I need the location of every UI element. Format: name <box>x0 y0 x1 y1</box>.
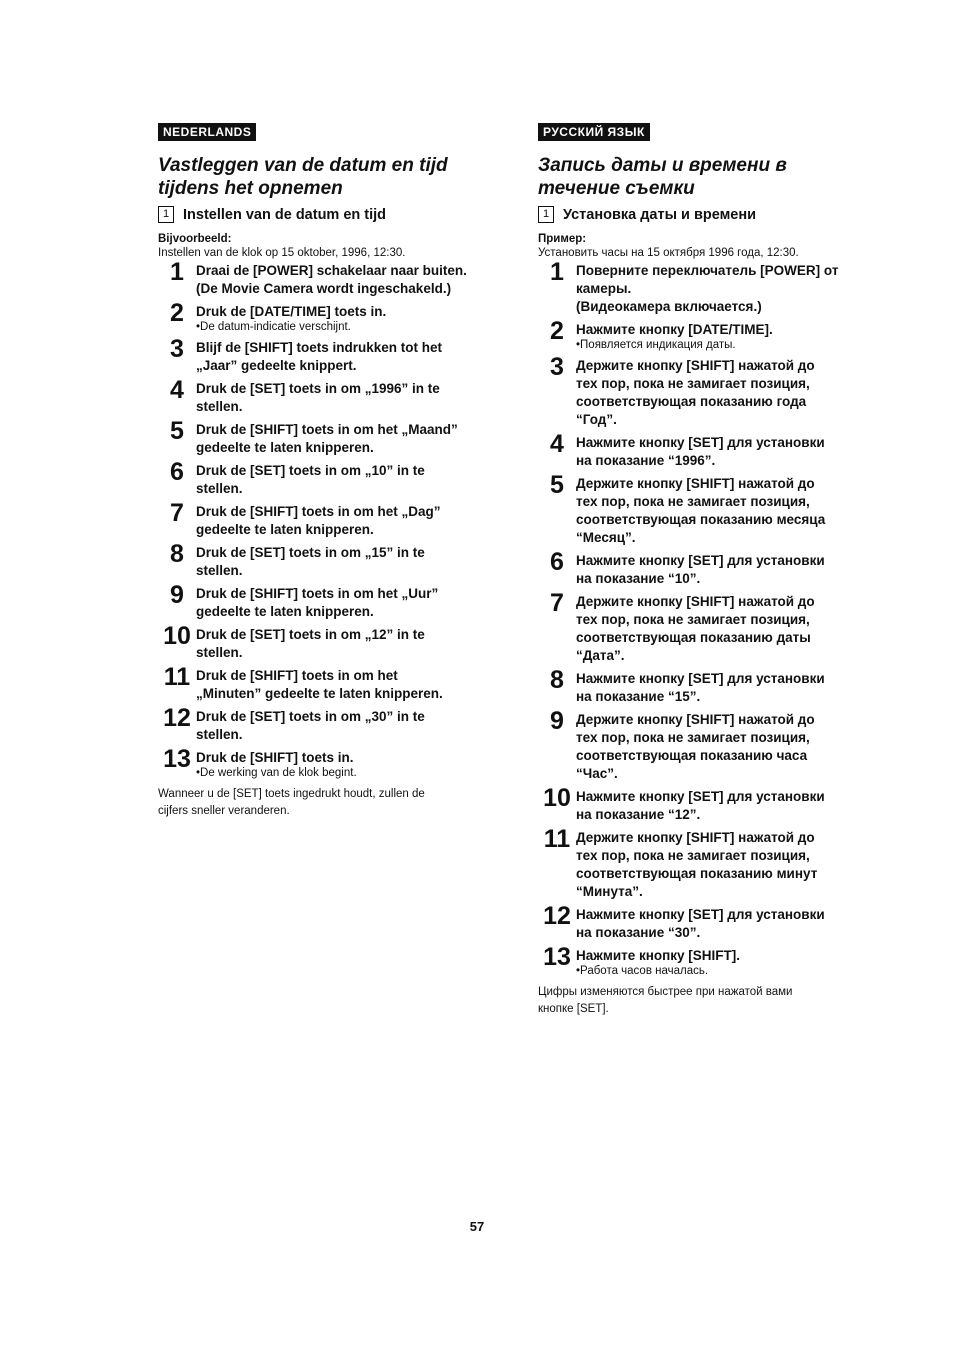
step-item <box>538 825 868 901</box>
step-text: Druk de [SET] toets in om „30” in te stellen. <box>196 709 425 742</box>
step-note: •Работа часов началась. <box>576 965 709 977</box>
step-text: Druk de [SHIFT] toets in om het „Dag” gedeelte te laten knipperen. <box>196 504 441 537</box>
example-text: Установить часы на 15 октября 1996 года, 12:30. <box>538 247 799 259</box>
step-number: 4 <box>170 376 184 404</box>
step-item <box>158 745 498 780</box>
step-body <box>576 593 868 665</box>
step-body <box>576 711 868 783</box>
step-text: Druk de [SHIFT] toets in om het „Minuten” gedeelte te laten knipperen. <box>196 668 443 701</box>
step-number: 2 <box>550 317 564 345</box>
step-body <box>196 303 498 334</box>
step-number: 9 <box>170 581 184 609</box>
step-item <box>538 784 868 824</box>
subsection-title: Установка даты и времени <box>563 206 757 223</box>
footer-note: Wanneer u de [SET] toets ingedrukt houdt, zullen de cijfers sneller veranderen. <box>158 788 425 817</box>
step-note: •De datum-indicatie verschijnt. <box>196 321 351 333</box>
step-text: Нажмите кнопку [SET] для установки на показание “15”. <box>576 671 825 704</box>
example-text: Instellen van de klok op 15 oktober, 1996, 12:30. <box>158 247 406 259</box>
step-list <box>538 258 868 978</box>
step-body <box>576 670 868 706</box>
step-item <box>158 622 498 662</box>
step-body <box>576 321 868 352</box>
step-number: 13 <box>543 943 571 971</box>
example-label: Пример: <box>538 233 587 245</box>
step-body <box>576 357 868 429</box>
step-number: 7 <box>170 499 184 527</box>
step-item <box>158 581 498 621</box>
step-text: Держите кнопку [SHIFT] нажатой до тех пор, пока не замигает позиция, соответствующая показанию часа “Час”. <box>576 712 815 781</box>
step-body <box>576 262 868 316</box>
step-text: Держите кнопку [SHIFT] нажатой до тех пор, пока не замигает позиция, соответствующая показанию месяца “Месяц”. <box>576 476 826 545</box>
step-body <box>196 262 498 298</box>
language-tag: РУССКИЙ ЯЗЫК <box>538 123 650 141</box>
step-item <box>538 258 868 316</box>
step-text: Нажмите кнопку [SET] для установки на показание “12”. <box>576 789 825 822</box>
step-body <box>196 503 498 539</box>
step-number: 1 <box>550 258 564 286</box>
step-body <box>196 667 498 703</box>
step-number: 12 <box>163 704 191 732</box>
step-item <box>158 299 498 334</box>
step-text: Нажмите кнопку [SHIFT]. <box>576 948 741 963</box>
step-number: 12 <box>543 902 571 930</box>
step-item <box>538 548 868 588</box>
step-text: Поверните переключатель [POWER] от камеры. (Видеокамера включается.) <box>576 263 839 314</box>
section-title: Vastleggen van de datum en tijd tijdens het opnemen <box>158 155 448 199</box>
subsection-number: 1 <box>158 206 174 223</box>
step-text: Druk de [SET] toets in om „12” in te stellen. <box>196 627 425 660</box>
section-title: Запись даты и времени в течение съемки <box>538 155 787 199</box>
step-item <box>158 417 498 457</box>
step-item <box>158 499 498 539</box>
step-body <box>196 626 498 662</box>
step-number: 1 <box>170 258 184 286</box>
step-number: 5 <box>550 471 564 499</box>
step-item <box>538 589 868 665</box>
step-item <box>158 458 498 498</box>
step-item <box>538 317 868 352</box>
step-text: Нажмите кнопку [SET] для установки на показание “1996”. <box>576 435 825 468</box>
language-tag: NEDERLANDS <box>158 123 256 141</box>
step-body <box>576 947 868 978</box>
step-number: 5 <box>170 417 184 445</box>
step-item <box>538 430 868 470</box>
footer-note: Цифры изменяются быстрее при нажатой вами кнопке [SET]. <box>538 986 793 1015</box>
step-body <box>196 421 498 457</box>
step-number: 8 <box>170 540 184 568</box>
subsection-title: Instellen van de datum en tijd <box>183 206 387 223</box>
step-number: 6 <box>170 458 184 486</box>
step-item <box>158 335 498 375</box>
subsection-heading <box>158 206 498 223</box>
step-note: •De werking van de klok begint. <box>196 767 357 779</box>
step-number: 13 <box>163 745 191 773</box>
step-text: Druk de [SET] toets in om „10” in te stellen. <box>196 463 425 496</box>
step-item <box>158 376 498 416</box>
step-item <box>158 540 498 580</box>
page-number: 57 <box>469 1219 485 1234</box>
step-body <box>576 475 868 547</box>
subsection-number: 1 <box>538 206 554 223</box>
step-item <box>158 663 498 703</box>
step-body <box>196 339 498 375</box>
step-number: 8 <box>550 666 564 694</box>
step-body <box>576 434 868 470</box>
step-number: 2 <box>170 299 184 327</box>
step-note: •Появляется индикация даты. <box>576 339 736 351</box>
step-item <box>158 258 498 298</box>
step-item <box>538 666 868 706</box>
step-text: Держите кнопку [SHIFT] нажатой до тех пор, пока не замигает позиция, соответствующая показанию года “Год”. <box>576 358 815 427</box>
step-text: Druk de [SET] toets in om „15” in te stellen. <box>196 545 425 578</box>
step-body <box>196 585 498 621</box>
step-list <box>158 258 498 780</box>
dutch-column <box>158 123 498 819</box>
step-text: Draai de [POWER] schakelaar naar buiten. (De Movie Camera wordt ingeschakeld.) <box>196 263 467 296</box>
step-number: 10 <box>543 784 571 812</box>
step-text: Blijf de [SHIFT] toets indrukken tot het „Jaar” gedeelte knippert. <box>196 340 442 373</box>
step-body <box>196 380 498 416</box>
subsection-heading <box>538 206 868 223</box>
step-body <box>576 552 868 588</box>
step-number: 4 <box>550 430 564 458</box>
step-item <box>538 707 868 783</box>
step-body <box>196 708 498 744</box>
step-text: Держите кнопку [SHIFT] нажатой до тех пор, пока не замигает позиция, соответствующая показанию минут “Минута”. <box>576 830 818 899</box>
step-text: Druk de [SET] toets in om „1996” in te stellen. <box>196 381 440 414</box>
step-number: 7 <box>550 589 564 617</box>
step-text: Нажмите кнопку [SET] для установки на показание “30”. <box>576 907 825 940</box>
step-number: 11 <box>163 663 191 691</box>
step-body <box>196 544 498 580</box>
step-text: Druk de [SHIFT] toets in om het „Uur” gedeelte te laten knipperen. <box>196 586 439 619</box>
step-number: 3 <box>170 335 184 363</box>
step-text: Druk de [SHIFT] toets in. <box>196 750 354 765</box>
step-number: 9 <box>550 707 564 735</box>
step-number: 3 <box>550 353 564 381</box>
step-item <box>538 943 868 978</box>
step-item <box>158 704 498 744</box>
step-number: 6 <box>550 548 564 576</box>
step-text: Держите кнопку [SHIFT] нажатой до тех пор, пока не замигает позиция, соответствующая показанию даты “Дата”. <box>576 594 815 663</box>
step-text: Нажмите кнопку [SET] для установки на показание “10”. <box>576 553 825 586</box>
step-body <box>576 788 868 824</box>
step-item <box>538 471 868 547</box>
step-body <box>576 829 868 901</box>
step-number: 10 <box>163 622 191 650</box>
step-text: Druk de [SHIFT] toets in om het „Maand” gedeelte te laten knipperen. <box>196 422 458 455</box>
russian-column <box>538 123 868 1017</box>
step-text: Druk de [DATE/TIME] toets in. <box>196 304 387 319</box>
step-text: Нажмите кнопку [DATE/TIME]. <box>576 322 773 337</box>
step-item <box>538 353 868 429</box>
step-body <box>196 749 498 780</box>
step-body <box>576 906 868 942</box>
example-label: Bijvoorbeeld: <box>158 233 232 245</box>
step-number: 11 <box>543 825 571 853</box>
step-body <box>196 462 498 498</box>
step-item <box>538 902 868 942</box>
